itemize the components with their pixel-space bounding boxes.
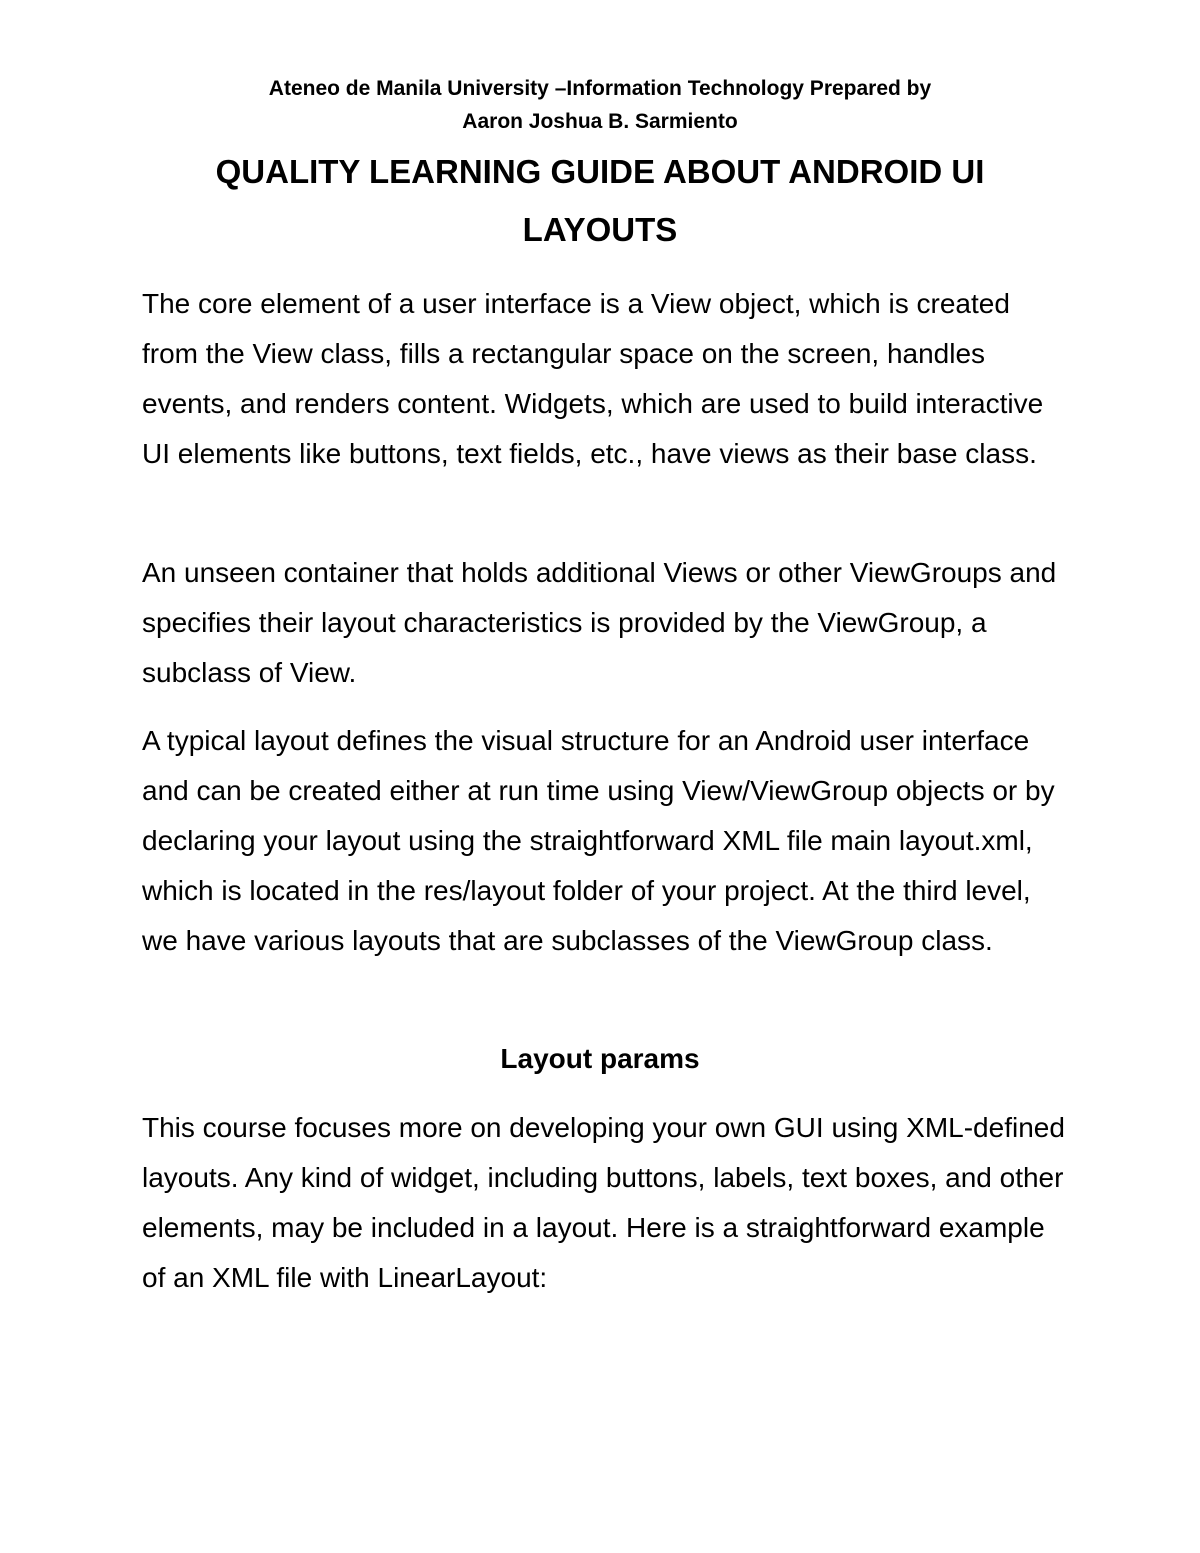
header-line-institution: Ateneo de Manila University –Information Technology Prepared by — [268, 77, 932, 100]
section-heading-layout-params: Layout params — [500, 1043, 700, 1074]
document-title — [140, 143, 1060, 259]
document-header — [140, 72, 1060, 138]
paragraph-viewgroup: An unseen container that holds additional Views or other ViewGroups and specifies their layout characteristics is provided by the ViewGroup, a subclass of View. — [142, 557, 1057, 688]
paragraph-xml-layouts: This course focuses more on developing your own GUI using XML-defined layouts. Any kind of widget, including buttons, labels, text boxes, and other elements, may be included in a layout. Here is a straightforward example of an XML file with LinearLayout: — [142, 1112, 1065, 1293]
paragraph-typical-layout: A typical layout defines the visual structure for an Android user interface and can be created either at run time using View/ViewGroup objects or by declaring your layout using the straightforward XML file main layout.xml, which is located in the res/layout folder of your project. At the third level, we have various layouts that are subclasses of the ViewGroup class. — [142, 725, 1055, 956]
paragraph-view-object: The core element of a user interface is a View object, which is created from the View class, fills a rectangular space on the screen, handles events, and renders content. Widgets, which are used to build interactive UI elements like buttons, text fields, etc., have views as their base class. — [142, 288, 1044, 469]
header-line-author: Aaron Joshua B. Sarmiento — [462, 110, 738, 133]
title-line-2: LAYOUTS — [522, 211, 678, 248]
title-line-1: QUALITY LEARNING GUIDE ABOUT ANDROID UI — [215, 153, 985, 190]
